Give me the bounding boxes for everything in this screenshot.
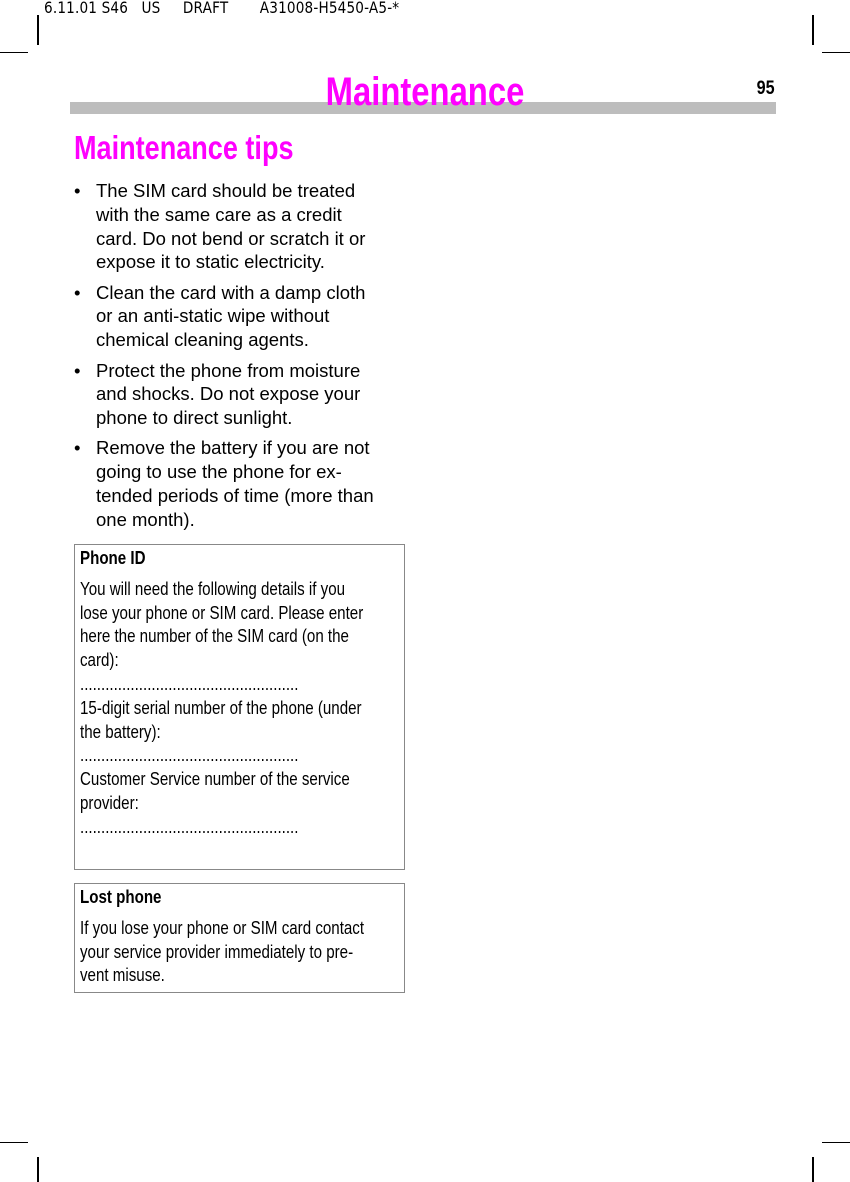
bullet-icon: • xyxy=(74,281,81,303)
phone-id-title: Phone ID xyxy=(80,548,146,568)
tips-list xyxy=(74,179,414,538)
tip-text-line: tended periods of time (more than xyxy=(96,485,374,507)
list-item xyxy=(74,359,414,430)
box-text-line: You will need the following details if you xyxy=(80,578,346,599)
lost-phone-title: Lost phone xyxy=(80,887,162,907)
crop-mark xyxy=(812,15,814,45)
list-item xyxy=(74,281,414,352)
list-item xyxy=(74,436,414,531)
box-text-line: lose your phone or SIM card. Please enter xyxy=(80,602,364,623)
tip-text-line: Protect the phone from moisture xyxy=(96,359,361,381)
tip-text-line: and shocks. Do not expose your xyxy=(96,383,361,405)
crop-mark xyxy=(37,15,39,45)
box-text-line: vent misuse. xyxy=(80,965,165,986)
box-text-line: 15-digit serial number of the phone (under xyxy=(80,697,362,718)
fill-in-field: .................................................... xyxy=(80,816,299,837)
box-text-line: here the number of the SIM card (on the xyxy=(80,626,349,647)
box-text-line: the battery): xyxy=(80,721,161,742)
fill-in-field: .................................................... xyxy=(80,745,299,766)
tip-text-line: or an anti-static wipe without xyxy=(96,305,330,327)
box-text-line: If you lose your phone or SIM card contact xyxy=(80,917,365,938)
crop-mark xyxy=(822,52,850,53)
chapter-title: Maintenance xyxy=(325,70,525,114)
box-text-line: your service provider immediately to pre- xyxy=(80,941,354,962)
page-number: 95 xyxy=(756,78,775,99)
crop-mark xyxy=(822,1142,850,1143)
lost-phone-box xyxy=(74,883,405,993)
crop-mark xyxy=(37,1157,39,1182)
tip-text-line: expose it to static electricity. xyxy=(96,251,325,273)
phone-id-box xyxy=(74,544,405,870)
box-text-line: provider: xyxy=(80,792,139,813)
tip-text-line: Clean the card with a damp cloth xyxy=(96,281,366,303)
draft-header: 6.11.01 S46 US DRAFT A31008-H5450-A5-* xyxy=(44,0,400,17)
tip-text-line: going to use the phone for ex- xyxy=(96,461,342,483)
list-item xyxy=(74,179,414,274)
box-text-line: Customer Service number of the service xyxy=(80,769,350,790)
tip-text-line: one month). xyxy=(96,508,195,530)
crop-mark xyxy=(0,1142,28,1143)
bullet-icon: • xyxy=(74,180,81,201)
bullet-icon: • xyxy=(74,437,81,459)
tip-text-line: Remove the battery if you are not xyxy=(96,437,370,459)
fill-in-field: .................................................... xyxy=(80,673,299,694)
tip-text-line: The SIM card should be treated xyxy=(96,180,356,201)
crop-mark xyxy=(812,1157,814,1182)
box-text-line: card): xyxy=(80,650,119,671)
section-title: Maintenance tips xyxy=(74,129,294,166)
tip-text-line: chemical cleaning agents. xyxy=(96,329,309,351)
tip-text-line: with the same care as a credit xyxy=(96,203,342,225)
tip-text-line: phone to direct sunlight. xyxy=(96,407,293,429)
crop-mark xyxy=(0,52,28,53)
tip-text-line: card. Do not bend or scratch it or xyxy=(96,227,366,249)
bullet-icon: • xyxy=(74,359,81,381)
